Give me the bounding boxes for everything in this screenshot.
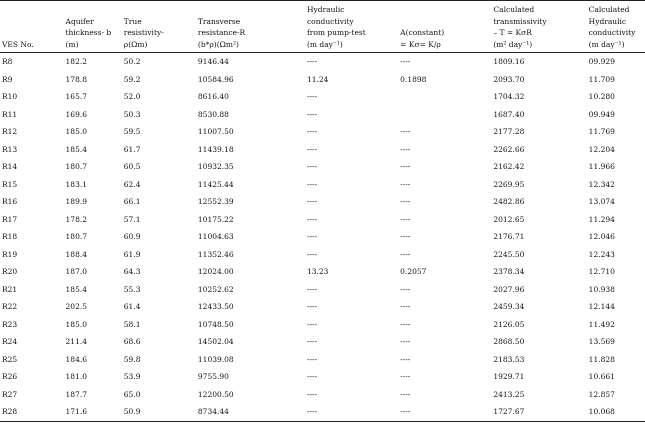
table-row bbox=[0, 368, 645, 386]
cell-hydraulic-conductivity-pump-test: ---- bbox=[306, 284, 318, 294]
cell-calculated-transmissivity: 1687.40 bbox=[493, 109, 525, 119]
cell-calculated-transmissivity: 2093.70 bbox=[493, 74, 525, 84]
cell-calculated-hydraulic-conductivity: 10.938 bbox=[588, 284, 615, 294]
cell-ves-no: R12 bbox=[2, 127, 18, 137]
cell-calculated-transmissivity: 2459.34 bbox=[493, 302, 525, 312]
header-true-resistivity: True resistivity- ρ(Ωm) bbox=[123, 16, 164, 49]
cell-hydraulic-conductivity-pump-test: ---- bbox=[306, 232, 318, 242]
cell-transverse-resistance: 10584.96 bbox=[197, 74, 234, 84]
cell-ves-no: R28 bbox=[2, 407, 18, 417]
cell-calculated-hydraulic-conductivity: 13.074 bbox=[588, 197, 615, 207]
cell-ves-no: R8 bbox=[2, 57, 13, 67]
cell-calculated-transmissivity: 2162.42 bbox=[493, 162, 525, 172]
cell-calculated-transmissivity: 2183.53 bbox=[493, 354, 525, 364]
table-row bbox=[0, 228, 645, 246]
cell-hydraulic-conductivity-pump-test: ---- bbox=[306, 337, 318, 347]
cell-a-constant: ---- bbox=[400, 319, 411, 329]
cell-calculated-hydraulic-conductivity: 09.929 bbox=[588, 57, 615, 67]
table-row bbox=[0, 211, 645, 229]
cell-aquifer-thickness: 189.9 bbox=[65, 197, 88, 207]
table-row bbox=[0, 193, 645, 211]
cell-a-constant: ---- bbox=[400, 302, 411, 312]
cell-ves-no: R22 bbox=[2, 302, 18, 312]
cell-hydraulic-conductivity-pump-test: ---- bbox=[306, 214, 318, 224]
cell-calculated-hydraulic-conductivity: 11.492 bbox=[588, 319, 615, 329]
table-row bbox=[0, 88, 645, 106]
cell-aquifer-thickness: 180.7 bbox=[65, 232, 88, 242]
cell-transverse-resistance: 9755.90 bbox=[197, 372, 229, 382]
cell-hydraulic-conductivity-pump-test: ---- bbox=[306, 144, 318, 154]
cell-hydraulic-conductivity-pump-test: ---- bbox=[306, 302, 318, 312]
table-row bbox=[0, 333, 645, 351]
cell-ves-no: R11 bbox=[2, 109, 18, 119]
cell-a-constant: ---- bbox=[400, 162, 411, 172]
cell-true-resistivity: 59.5 bbox=[123, 127, 141, 137]
cell-calculated-hydraulic-conductivity: 10.661 bbox=[588, 372, 615, 382]
cell-aquifer-thickness: 178.8 bbox=[65, 74, 88, 84]
table-header bbox=[0, 1, 645, 53]
header-calculated-hydraulic-conductivity: Calculated Hydraulic conductivity (m day⁻¹) bbox=[588, 5, 636, 49]
cell-calculated-hydraulic-conductivity: 10.068 bbox=[588, 407, 615, 417]
cell-hydraulic-conductivity-pump-test: 13.23 bbox=[306, 267, 329, 277]
table-row bbox=[0, 386, 645, 404]
cell-aquifer-thickness: 185.0 bbox=[65, 127, 88, 137]
table-row bbox=[0, 123, 645, 141]
cell-transverse-resistance: 11004.63 bbox=[197, 232, 234, 242]
cell-calculated-transmissivity: 2868.50 bbox=[493, 337, 525, 347]
header-a-constant: A(constant) = Kσ= K/ρ bbox=[400, 28, 445, 49]
cell-transverse-resistance: 8734.44 bbox=[197, 407, 229, 417]
cell-transverse-resistance: 10748.50 bbox=[197, 319, 234, 329]
cell-ves-no: R25 bbox=[2, 354, 18, 364]
cell-ves-no: R19 bbox=[2, 249, 18, 259]
table-row bbox=[0, 53, 645, 71]
header-ves-no: VES No. bbox=[2, 39, 34, 49]
cell-true-resistivity: 55.3 bbox=[123, 284, 141, 294]
table-row bbox=[0, 263, 645, 281]
cell-transverse-resistance: 11352.46 bbox=[197, 249, 234, 259]
cell-calculated-transmissivity: 2269.95 bbox=[493, 179, 525, 189]
cell-aquifer-thickness: 178.2 bbox=[65, 214, 88, 224]
cell-ves-no: R15 bbox=[2, 179, 18, 189]
cell-ves-no: R13 bbox=[2, 144, 18, 154]
table-row bbox=[0, 176, 645, 194]
cell-aquifer-thickness: 202.5 bbox=[65, 302, 88, 312]
cell-a-constant: 0.2057 bbox=[400, 267, 427, 277]
cell-transverse-resistance: 12433.50 bbox=[197, 302, 234, 312]
cell-true-resistivity: 58.1 bbox=[123, 319, 141, 329]
cell-aquifer-thickness: 181.0 bbox=[65, 372, 88, 382]
cell-a-constant: ---- bbox=[400, 144, 411, 154]
cell-a-constant: ---- bbox=[400, 249, 411, 259]
cell-true-resistivity: 65.0 bbox=[123, 389, 141, 399]
cell-transverse-resistance: 8616.40 bbox=[197, 92, 229, 102]
cell-transverse-resistance: 11007.50 bbox=[197, 127, 234, 137]
cell-hydraulic-conductivity-pump-test: ---- bbox=[306, 179, 318, 189]
cell-calculated-transmissivity: 2262.66 bbox=[493, 144, 525, 154]
cell-true-resistivity: 61.9 bbox=[123, 249, 141, 259]
cell-ves-no: R16 bbox=[2, 197, 18, 207]
cell-calculated-hydraulic-conductivity: 09.949 bbox=[588, 109, 615, 119]
cell-calculated-hydraulic-conductivity: 11.966 bbox=[588, 162, 615, 172]
table-row bbox=[0, 71, 645, 89]
cell-aquifer-thickness: 188.4 bbox=[65, 249, 88, 259]
cell-hydraulic-conductivity-pump-test: ---- bbox=[306, 354, 318, 364]
cell-aquifer-thickness: 185.4 bbox=[65, 284, 88, 294]
cell-true-resistivity: 50.3 bbox=[123, 109, 141, 119]
cell-transverse-resistance: 9146.44 bbox=[197, 57, 229, 67]
cell-aquifer-thickness: 180.7 bbox=[65, 162, 88, 172]
cell-ves-no: R23 bbox=[2, 319, 18, 329]
cell-ves-no: R24 bbox=[2, 337, 18, 347]
cell-calculated-transmissivity: 2177.28 bbox=[493, 127, 525, 137]
cell-hydraulic-conductivity-pump-test: ---- bbox=[306, 109, 318, 119]
cell-calculated-transmissivity: 2413.25 bbox=[493, 389, 525, 399]
cell-calculated-hydraulic-conductivity: 12.144 bbox=[588, 302, 615, 312]
cell-hydraulic-conductivity-pump-test: ---- bbox=[306, 389, 318, 399]
table-row bbox=[0, 298, 645, 316]
cell-transverse-resistance: 12200.50 bbox=[197, 389, 234, 399]
cell-aquifer-thickness: 187.0 bbox=[65, 267, 88, 277]
cell-a-constant: ---- bbox=[400, 354, 411, 364]
cell-hydraulic-conductivity-pump-test: 11.24 bbox=[306, 74, 329, 84]
cell-hydraulic-conductivity-pump-test: ---- bbox=[306, 127, 318, 137]
cell-true-resistivity: 60.5 bbox=[123, 162, 141, 172]
cell-a-constant: ---- bbox=[400, 372, 411, 382]
cell-a-constant: ---- bbox=[400, 197, 411, 207]
cell-hydraulic-conductivity-pump-test: ---- bbox=[306, 57, 318, 67]
cell-transverse-resistance: 12024.00 bbox=[197, 267, 234, 277]
cell-ves-no: R27 bbox=[2, 389, 18, 399]
cell-aquifer-thickness: 187.7 bbox=[65, 389, 88, 399]
header-aquifer-thickness: Aquifer thickness- b (m) bbox=[65, 16, 112, 49]
cell-a-constant bbox=[398, 106, 491, 124]
cell-calculated-transmissivity: 2482.86 bbox=[493, 197, 525, 207]
cell-calculated-hydraulic-conductivity: 11.709 bbox=[588, 74, 615, 84]
cell-calculated-hydraulic-conductivity: 12.710 bbox=[588, 267, 615, 277]
cell-calculated-hydraulic-conductivity: 12.342 bbox=[588, 179, 615, 189]
cell-calculated-transmissivity: 2012.65 bbox=[493, 214, 525, 224]
cell-transverse-resistance: 11425.44 bbox=[197, 179, 234, 189]
cell-transverse-resistance: 11439.18 bbox=[197, 144, 234, 154]
cell-calculated-transmissivity: 2378.34 bbox=[493, 267, 525, 277]
cell-calculated-transmissivity: 2245.50 bbox=[493, 249, 525, 259]
cell-aquifer-thickness: 171.6 bbox=[65, 407, 88, 417]
cell-true-resistivity: 64.3 bbox=[123, 267, 141, 277]
cell-ves-no: R14 bbox=[2, 162, 18, 172]
cell-true-resistivity: 66.1 bbox=[123, 197, 141, 207]
table-row bbox=[0, 403, 645, 421]
header-row bbox=[0, 1, 645, 53]
cell-a-constant: ---- bbox=[400, 214, 411, 224]
cell-calculated-hydraulic-conductivity: 11.828 bbox=[588, 354, 615, 364]
cell-a-constant: ---- bbox=[400, 127, 411, 137]
cell-ves-no: R18 bbox=[2, 232, 18, 242]
cell-transverse-resistance: 8530.88 bbox=[197, 109, 229, 119]
cell-a-constant: ---- bbox=[400, 407, 411, 417]
cell-calculated-hydraulic-conductivity: 12.204 bbox=[588, 144, 615, 154]
table-row bbox=[0, 106, 645, 124]
table-row bbox=[0, 246, 645, 264]
table-row bbox=[0, 281, 645, 299]
cell-aquifer-thickness: 185.0 bbox=[65, 319, 88, 329]
cell-aquifer-thickness: 182.2 bbox=[65, 57, 88, 67]
header-transverse-resistance: Transverse resistance-R (b*ρ)(Ωm²) bbox=[197, 16, 246, 49]
cell-true-resistivity: 57.1 bbox=[123, 214, 141, 224]
cell-transverse-resistance: 11039.08 bbox=[197, 354, 234, 364]
cell-true-resistivity: 53.9 bbox=[123, 372, 141, 382]
cell-true-resistivity: 61.7 bbox=[123, 144, 141, 154]
cell-a-constant bbox=[398, 88, 491, 106]
cell-transverse-resistance: 10175.22 bbox=[197, 214, 234, 224]
cell-hydraulic-conductivity-pump-test: ---- bbox=[306, 162, 318, 172]
cell-calculated-transmissivity: 1809.16 bbox=[493, 57, 525, 67]
cell-transverse-resistance: 10252.62 bbox=[197, 284, 234, 294]
cell-calculated-transmissivity: 2027.96 bbox=[493, 284, 525, 294]
cell-a-constant: ---- bbox=[400, 389, 411, 399]
cell-aquifer-thickness: 183.1 bbox=[65, 179, 88, 189]
cell-calculated-transmissivity: 2176.71 bbox=[493, 232, 525, 242]
table-body bbox=[0, 53, 645, 422]
table-row bbox=[0, 316, 645, 334]
cell-true-resistivity: 59.8 bbox=[123, 354, 141, 364]
cell-ves-no: R20 bbox=[2, 267, 18, 277]
table-row bbox=[0, 141, 645, 159]
cell-calculated-hydraulic-conductivity: 12.857 bbox=[588, 389, 615, 399]
cell-calculated-hydraulic-conductivity: 11.769 bbox=[588, 127, 615, 137]
cell-calculated-hydraulic-conductivity: 12.046 bbox=[588, 232, 615, 242]
cell-a-constant: ---- bbox=[400, 179, 411, 189]
header-calculated-transmissivity: Calculated transmissivity – T = KσR (m² day⁻¹) bbox=[493, 5, 547, 49]
cell-true-resistivity: 59.2 bbox=[123, 74, 141, 84]
cell-a-constant: ---- bbox=[400, 232, 411, 242]
cell-transverse-resistance: 12552.39 bbox=[197, 197, 234, 207]
cell-calculated-hydraulic-conductivity: 13.569 bbox=[588, 337, 615, 347]
cell-ves-no: R21 bbox=[2, 284, 18, 294]
cell-aquifer-thickness: 211.4 bbox=[65, 337, 88, 347]
cell-true-resistivity: 62.4 bbox=[123, 179, 141, 189]
cell-true-resistivity: 50.9 bbox=[123, 407, 141, 417]
cell-calculated-transmissivity: 2126.05 bbox=[493, 319, 525, 329]
cell-aquifer-thickness: 169.6 bbox=[65, 109, 88, 119]
cell-aquifer-thickness: 165.7 bbox=[65, 92, 88, 102]
cell-calculated-transmissivity: 1704.32 bbox=[493, 92, 525, 102]
cell-calculated-transmissivity: 1727.67 bbox=[493, 407, 525, 417]
cell-calculated-hydraulic-conductivity: 11.294 bbox=[588, 214, 615, 224]
cell-ves-no: R17 bbox=[2, 214, 18, 224]
cell-ves-no: R10 bbox=[2, 92, 18, 102]
cell-a-constant: ---- bbox=[400, 337, 411, 347]
cell-a-constant: ---- bbox=[400, 57, 411, 67]
table-row bbox=[0, 351, 645, 369]
cell-hydraulic-conductivity-pump-test: ---- bbox=[306, 197, 318, 207]
cell-true-resistivity: 68.6 bbox=[123, 337, 141, 347]
cell-hydraulic-conductivity-pump-test: ---- bbox=[306, 407, 318, 417]
cell-transverse-resistance: 14502.04 bbox=[197, 337, 234, 347]
cell-calculated-transmissivity: 1929.71 bbox=[493, 372, 525, 382]
cell-hydraulic-conductivity-pump-test: ---- bbox=[306, 319, 318, 329]
cell-true-resistivity: 50.2 bbox=[123, 57, 141, 67]
table-row bbox=[0, 158, 645, 176]
cell-true-resistivity: 52.0 bbox=[123, 92, 141, 102]
cell-a-constant: 0.1898 bbox=[400, 74, 427, 84]
cell-a-constant: ---- bbox=[400, 284, 411, 294]
cell-hydraulic-conductivity-pump-test: ---- bbox=[306, 249, 318, 259]
cell-calculated-hydraulic-conductivity: 10.280 bbox=[588, 92, 615, 102]
cell-calculated-hydraulic-conductivity: 12.243 bbox=[588, 249, 615, 259]
cell-hydraulic-conductivity-pump-test: ---- bbox=[306, 372, 318, 382]
cell-true-resistivity: 60.9 bbox=[123, 232, 141, 242]
cell-transverse-resistance: 10932.35 bbox=[197, 162, 234, 172]
header-hydraulic-conductivity-pump-test: Hydraulic conductivity from pump-test (m day⁻¹) bbox=[306, 5, 366, 49]
cell-true-resistivity: 61.4 bbox=[123, 302, 141, 312]
cell-ves-no: R9 bbox=[2, 74, 13, 84]
cell-aquifer-thickness: 185.4 bbox=[65, 144, 88, 154]
cell-aquifer-thickness: 184.6 bbox=[65, 354, 88, 364]
cell-ves-no: R26 bbox=[2, 372, 18, 382]
cell-hydraulic-conductivity-pump-test: ---- bbox=[306, 92, 318, 102]
